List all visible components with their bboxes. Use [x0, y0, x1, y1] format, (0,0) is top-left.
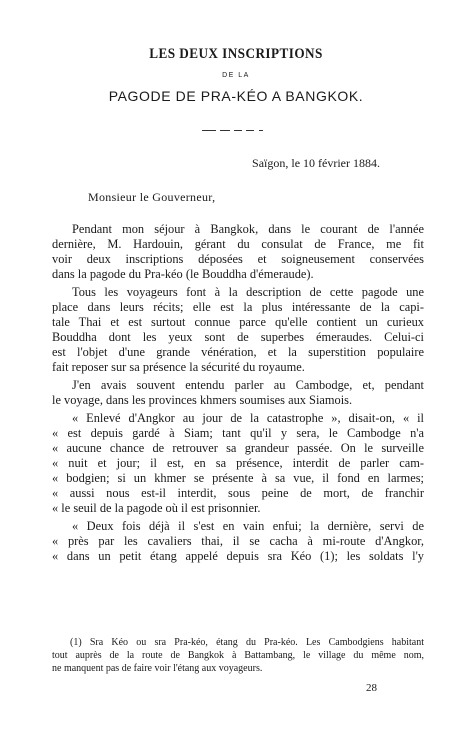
- page-number: 28: [366, 682, 377, 694]
- footnote-line: ne manquent pas de faire voir l'étang aux voyageurs.: [52, 663, 263, 674]
- body-line: place dans leurs récits; elle est la plus intéressante de la capi-: [52, 300, 424, 314]
- body-line: « le seuil de la pagode où il est prisonnier.: [52, 501, 261, 515]
- footnote-line: (1) Sra Kéo ou sra Pra-kéo, étang du Pra-kéo. Les Cambodgiens habitant: [70, 637, 424, 648]
- body-line: Tous les voyageurs font à la description de cette pagode une: [72, 285, 424, 299]
- body-line: « bodgien; si un khmer se présente à sa vue, il fond en larmes;: [52, 471, 424, 485]
- body-line: Pendant mon séjour à Bangkok, dans le courant de l'année: [72, 222, 424, 236]
- body-line: « aussi nous est-il interdit, sous peine de mort, de franchir: [52, 486, 424, 500]
- title-connector: DE LA: [222, 72, 250, 79]
- body-line: est l'objet d'une grande vénération, et la superstition populaire: [52, 345, 424, 359]
- dateline: Saïgon, le 10 février 1884.: [252, 156, 380, 170]
- body-line: fait reposer sur sa présence la sécurité du royaume.: [52, 360, 305, 374]
- body-line: Bouddha dont les yeux sont de superbes émeraudes. Celui-ci: [52, 330, 424, 344]
- body-line: tale Thai et est surtout connue parce qu'elle contient un curieux: [52, 315, 424, 329]
- body-line: dernière, M. Hardouin, gérant du consulat de France, me fit: [52, 237, 424, 251]
- body-line: dans la pagode du Pra-kéo (le Bouddha d'émeraude).: [52, 267, 314, 281]
- body-line: voir deux inscriptions déposées et soigneusement conservées: [52, 252, 424, 266]
- footnote: [52, 636, 424, 675]
- body-line: le voyage, dans les provinces khmers soumises aux Siamois.: [52, 393, 353, 407]
- body-line: « Deux fois déjà il s'est en vain enfui; la dernière, servi de: [72, 519, 424, 533]
- body-text: [52, 222, 424, 564]
- footnote-line: tout auprès de la route de Bangkok à Battambang, le village du même nom,: [52, 650, 424, 661]
- body-line: « près par les cavaliers thai, il se cacha à mi-route d'Angkor,: [52, 534, 424, 548]
- body-line: « Enlevé d'Angkor au jour de la catastrophe », disait-on, « il: [72, 411, 424, 425]
- page-subtitle: PAGODE DE PRA-KÉO A BANGKOK.: [108, 88, 364, 104]
- page-title: LES DEUX INSCRIPTIONS: [149, 46, 323, 62]
- salutation: Monsieur le Gouverneur,: [88, 190, 216, 204]
- body-line: « dans un petit étang appelé depuis sra Kéo (1); les soldats l'y: [52, 549, 424, 563]
- body-line: « est depuis gardé à Siam; tant qu'il y sera, le Cambodge n'a: [52, 426, 424, 440]
- body-line: J'en avais souvent entendu parler au Cambodge, et, pendant: [72, 378, 424, 392]
- body-line: « nuit et jour; il est, en sa présence, interdit de parler cam-: [52, 456, 424, 470]
- body-line: « aucune chance de retrouver sa grandeur passée. On le surveille: [52, 441, 424, 455]
- ornamental-rule: [202, 130, 264, 131]
